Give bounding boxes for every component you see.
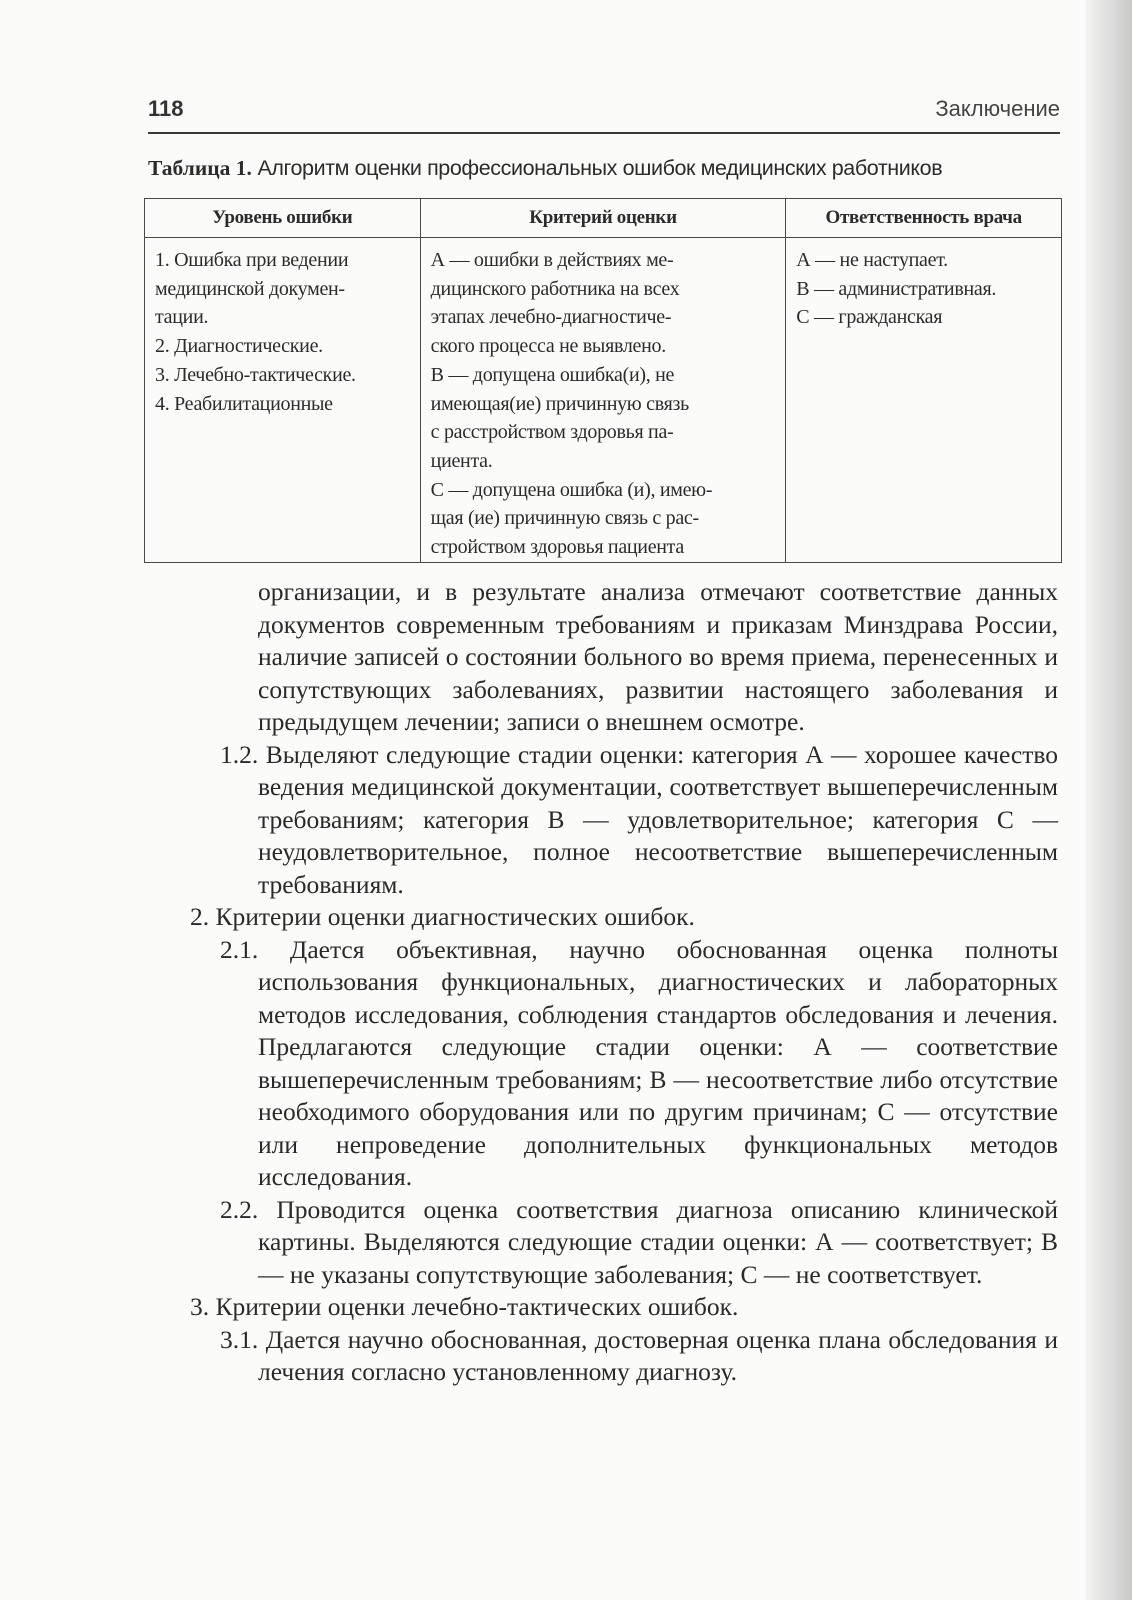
paragraph-2-1: 2.1. Дается объективная, научно обоснованная оценка полноты использования функциональных, диагностических и лабораторных методов исследования, соблюдения стандартов обследования и лечения. Предлагаются следующие стадии оценки: А — соответствие вышеперечисленным требованиям; В — несоответствие либо отсутствие необходимого оборудования или по другим причинам; С — отсутствие или непроведение дополнительных функциональных методов исследования. bbox=[220, 934, 1058, 1191]
cell-line: имеющая(ие) причинную связь bbox=[430, 392, 689, 415]
heading-3-tactical-criteria: 3. Критерии оценки лечебно-тактических ошибок. bbox=[190, 1292, 739, 1321]
heading-2-diagnostic-criteria: 2. Критерии оценки диагностических ошибок. bbox=[190, 902, 695, 931]
paragraph-2-2: 2.2. Проводится оценка соответствия диагноза описанию клинической картины. Выделяются следующие стадии оценки: А — соответствует; В — не указаны сопутствующие заболевания; С — не соответствует. bbox=[220, 1194, 1058, 1289]
cell-line: 1. Ошибка при ведении bbox=[155, 249, 349, 271]
column-header-error-level: Уровень ошибки bbox=[145, 199, 421, 238]
cell-line: циента. bbox=[430, 449, 493, 472]
cell-line: С — гражданская bbox=[796, 306, 943, 329]
table-row bbox=[145, 238, 1062, 563]
table-header-row bbox=[145, 199, 1062, 238]
cell-line: 3. Лечебно-тактические. bbox=[155, 363, 356, 386]
cell-error-levels bbox=[145, 238, 421, 563]
cell-line: А — ошибки в действиях ме- bbox=[430, 249, 674, 271]
cell-line: 2. Диагностические. bbox=[155, 335, 323, 358]
cell-responsibility bbox=[786, 238, 1062, 563]
cell-line: с расстройством здоровья па- bbox=[430, 421, 674, 444]
column-header-responsibility: Ответственность врача bbox=[786, 199, 1062, 238]
cell-line: медицинской докумен- bbox=[155, 277, 345, 300]
body-text bbox=[190, 576, 1058, 1389]
cell-line: стройством здоровья пациента bbox=[430, 536, 684, 559]
page-header bbox=[148, 92, 1060, 134]
cell-line: щая (ие) причинную связь с рас- bbox=[430, 507, 699, 530]
cell-line: 4. Реабилитационные bbox=[155, 392, 333, 415]
cell-line: этапах лечебно-диагностиче- bbox=[430, 306, 672, 329]
cell-line: ского процесса не выявлено. bbox=[430, 335, 666, 358]
column-header-criterion: Критерий оценки bbox=[420, 199, 786, 238]
page-number: 118 bbox=[148, 96, 184, 121]
paragraph-3-1: 3.1. Дается научно обоснованная, достоверная оценка плана обследования и лечения согласно установленному диагнозу. bbox=[220, 1324, 1058, 1386]
page-edge-shadow bbox=[1086, 0, 1132, 1600]
running-title: Заключение bbox=[935, 96, 1060, 121]
paragraph-continuation: организации, и в результате анализа отмечают соответствие данных документов современным требованиям и приказам Минздрава России, наличие записей о состоянии больного во время приема, перенесенных и сопутствующих заболеваниях, развитии настоящего заболевания и предыдущем лечении; записи о внешнем осмотре. bbox=[258, 577, 1058, 736]
paragraph-1-2: 1.2. Выделяют следующие стадии оценки: категория А — хорошее качество ведения медицинской документации, соответствует вышеперечисленным требованиям; категория В — удовлетворительное; категория С — неудовлетворительное, полное несоответствие вышеперечисленным требованиям. bbox=[220, 739, 1058, 899]
cell-line: В — административная. bbox=[796, 277, 997, 300]
error-assessment-table bbox=[144, 198, 1062, 563]
cell-line: В — допущена ошибка(и), не bbox=[430, 363, 675, 386]
cell-line: С — допущена ошибка (и), имею- bbox=[430, 478, 713, 501]
cell-line: А — не наступает. bbox=[796, 249, 948, 271]
cell-line: тации. bbox=[155, 306, 209, 329]
cell-criteria bbox=[420, 238, 786, 563]
table-caption bbox=[148, 156, 1060, 181]
table-caption-text: Алгоритм оценки профессиональных ошибок медицинских работников bbox=[257, 156, 943, 180]
table-caption-lead: Таблица 1. bbox=[148, 156, 252, 180]
cell-line: дицинского работника на всех bbox=[430, 277, 680, 300]
